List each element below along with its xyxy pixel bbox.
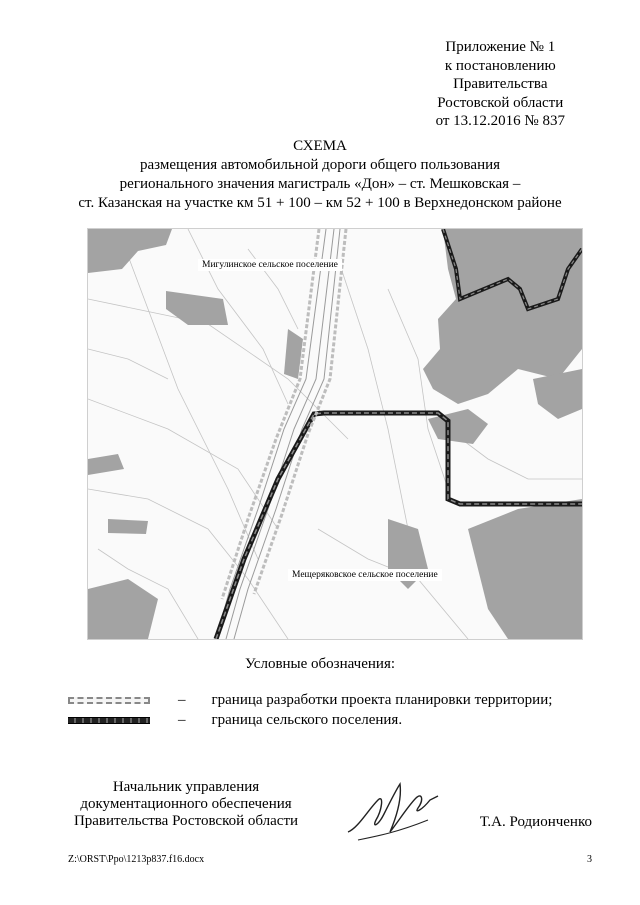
settlement-border-symbol [68, 717, 150, 724]
title-line: ст. Казанская на участке км 51 + 100 – км 52 + 100 в Верхнедонском районе [78, 195, 562, 211]
signatory-name: Т.А. Родионченко [479, 814, 592, 830]
signatory-position [68, 779, 304, 830]
map-label-north: Мигулинское сельское поселение [198, 259, 342, 271]
legend-text: граница разработки проекта планировки территории; [211, 691, 553, 708]
appendix-line: Ростовской области [437, 94, 564, 111]
appendix-line: от 13.12.2016 № 837 [435, 113, 565, 129]
legend-dash: – [178, 711, 186, 728]
legend-item-settlement-border [68, 711, 402, 729]
signatory-line: документационного обеспечения [80, 796, 292, 812]
document-title [0, 137, 640, 213]
appendix-header [436, 38, 565, 131]
appendix-line: Правительства [453, 76, 548, 92]
legend-text: граница сельского поселения. [211, 711, 403, 728]
title-heading: СХЕМА [293, 138, 347, 154]
project-border-symbol [68, 697, 150, 704]
scheme-map [87, 228, 583, 640]
file-path: Z:\ORST\Ppo\1213p837.f16.docx [68, 854, 205, 865]
legend-dash: – [178, 691, 186, 708]
signatory-line: Начальник управления [112, 779, 260, 795]
page-number: 3 [587, 854, 592, 865]
map-label-south: Мещеряковское сельское поселение [288, 569, 442, 581]
appendix-line: Приложение № 1 [445, 39, 556, 55]
handwritten-signature [338, 770, 448, 850]
legend-item-project-border [68, 691, 552, 709]
legend-title: Условные обозначения: [244, 656, 396, 672]
signatory-line: Правительства Ростовской области [73, 813, 299, 829]
title-line: регионального значения магистраль «Дон» – ст. Мешковская – [119, 176, 521, 192]
title-line: размещения автомобильной дороги общего пользования [139, 157, 501, 173]
appendix-line: к постановлению [444, 57, 556, 74]
